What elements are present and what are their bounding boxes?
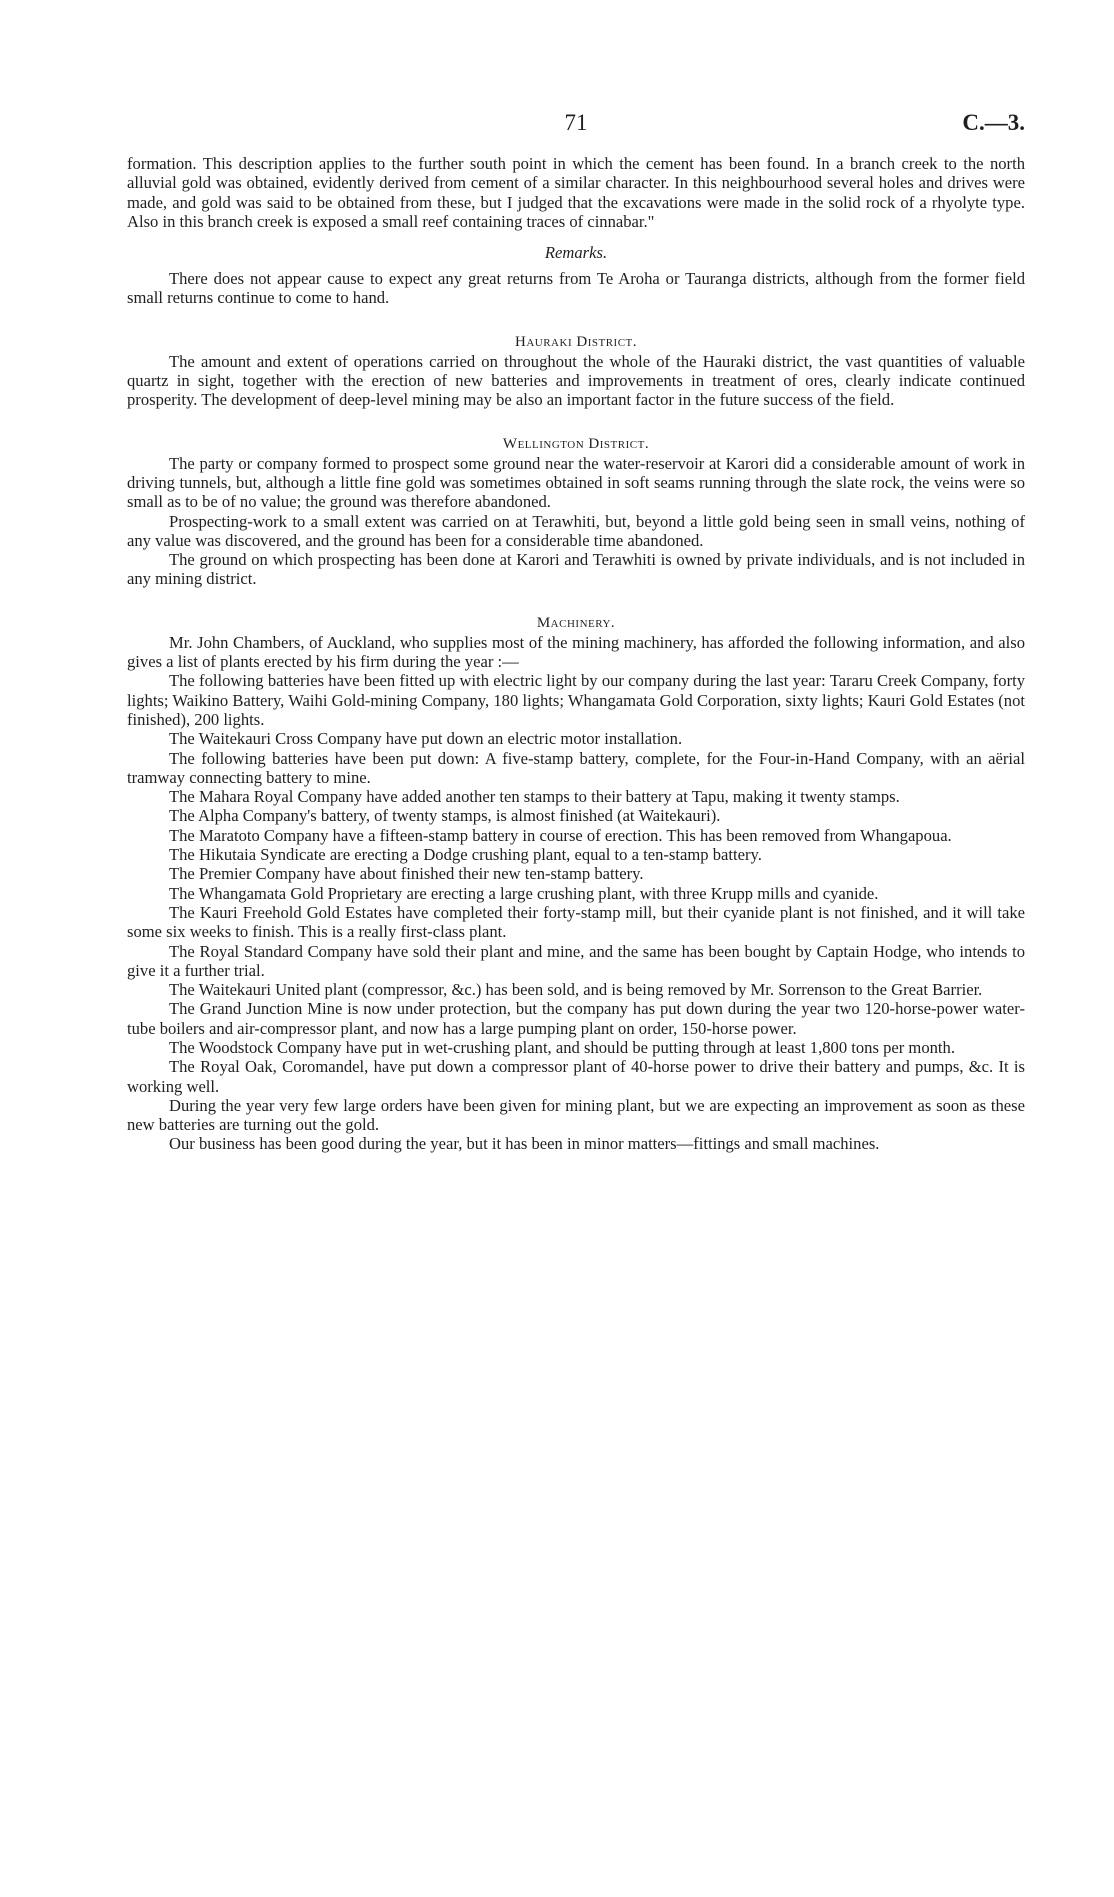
page-header xyxy=(127,110,1025,154)
continued-paragraph: formation. This description applies to the further south point in which the cement has been found. In a branch creek to the north alluvial gold was obtained, evidently derived from cement of a similar character. In this neighbourhood several holes and drives were made, and gold was said to be obtained from these, but I judged that the excavations were made in the solid rock of a rhyolyte type. Also in this branch creek is exposed a small reef containing traces of cinnabar." xyxy=(127,154,1025,231)
hauraki-paragraph: The amount and extent of operations carried on throughout the whole of the Hauraki district, the vast quantities of valuable quartz in sight, together with the erection of new batteries and improvements in treatment of ores, clearly indicate continued prosperity. The development of deep-level mining may be also an important factor in the future success of the field. xyxy=(127,351,1025,410)
machinery-paragraph-9: The Premier Company have about finished their new ten-stamp battery. xyxy=(169,864,644,884)
page-number: 71 xyxy=(564,110,588,135)
machinery-paragraph-15: The Woodstock Company have put in wet-crushing plant, and should be putting through at least 1,800 tons per month. xyxy=(169,1037,955,1057)
machinery-paragraph-13: The Waitekauri United plant (compressor, &c.) has been sold, and is being removed by Mr. Sorrenson to the Great Barrier. xyxy=(169,980,983,1000)
machinery-paragraph-18: Our business has been good during the year, but it has been in minor matters—fittings and small machines. xyxy=(169,1134,880,1154)
machinery-paragraph-10: The Whangamata Gold Proprietary are erecting a large crushing plant, with three Krupp mills and cyanide. xyxy=(169,883,879,903)
remarks-heading: Remarks. xyxy=(544,243,608,263)
machinery-heading: Machinery. xyxy=(536,614,616,631)
machinery-paragraph-1: Mr. John Chambers, of Auckland, who supplies most of the mining machinery, has afforded the following information, and also gives a list of plants erected by his firm during the year :— xyxy=(127,632,1025,672)
machinery-paragraph-3: The Waitekauri Cross Company have put down an electric motor installation. xyxy=(169,729,683,749)
machinery-paragraph-12: The Royal Standard Company have sold their plant and mine, and the same has been bought by Captain Hodge, who intends to give it a further trial. xyxy=(127,941,1025,980)
machinery-paragraph-11: The Kauri Freehold Gold Estates have completed their forty-stamp mill, but their cyanide plant is not finished, and it will take some six weeks to finish. This is a really first-class plant. xyxy=(127,902,1025,942)
remarks-paragraph: There does not appear cause to expect any great returns from Te Aroha or Tauranga districts, although from the former field small returns continue to come to hand. xyxy=(127,269,1025,308)
machinery-paragraph-17: During the year very few large orders have been given for mining plant, but we are expecting an improvement as soon as these new batteries are turning out the gold. xyxy=(127,1095,1025,1135)
wellington-paragraph-3: The ground on which prospecting has been done at Karori and Terawhiti is owned by private individuals, and is not included in any mining district. xyxy=(127,550,1025,589)
wellington-paragraph-1: The party or company formed to prospect some ground near the water-reservoir at Karori did a considerable amount of work in driving tunnels, but, although a little fine gold was sometimes obtained in soft seams running through the slate rock, the veins were so small as to be of no value; the ground was therefore abandoned. xyxy=(127,453,1025,512)
wellington-paragraph-2: Prospecting-work to a small extent was carried on at Terawhiti, but, beyond a little gold being seen in small veins, nothing of any value was discovered, and the ground has been for a considerable time abandoned. xyxy=(127,511,1025,550)
wellington-heading: Wellington District. xyxy=(502,435,650,452)
machinery-paragraph-2: The following batteries have been fitted up with electric light by our company during the last year: Tararu Creek Company, forty lights; Waikino Battery, Waihi Gold-mining Company, 180 lights; Whangamata Gold Corporation, sixty lights; Kauri Gold Estates (not finished), 200 lights. xyxy=(127,671,1025,729)
document-reference: C.—3. xyxy=(962,110,1025,135)
machinery-paragraph-8: The Hikutaia Syndicate are erecting a Dodge crushing plant, equal to a ten-stamp battery. xyxy=(169,845,762,865)
machinery-paragraph-16: The Royal Oak, Coromandel, have put down a compressor plant of 40-horse power to drive their battery and pumps, &c. It is working well. xyxy=(127,1057,1025,1096)
document-page xyxy=(127,110,1025,1154)
machinery-paragraph-4: The following batteries have been put down: A five-stamp battery, complete, for the Four-in-Hand Company, with an aërial tramway connecting battery to mine. xyxy=(127,748,1025,787)
machinery-paragraph-5: The Mahara Royal Company have added another ten stamps to their battery at Tapu, making it twenty stamps. xyxy=(169,787,900,807)
machinery-paragraph-6: The Alpha Company's battery, of twenty stamps, is almost finished (at Waitekauri). xyxy=(169,806,721,826)
hauraki-heading: Hauraki District. xyxy=(515,333,637,350)
machinery-paragraph-14: The Grand Junction Mine is now under protection, but the company has put down during the year two 120-horse-power water-tube boilers and air-compressor plant, and now has a large pumping plant on order, 150-horse power. xyxy=(127,999,1025,1038)
machinery-paragraph-7: The Maratoto Company have a fifteen-stamp battery in course of erection. This has been removed from Whangapoua. xyxy=(169,825,952,845)
